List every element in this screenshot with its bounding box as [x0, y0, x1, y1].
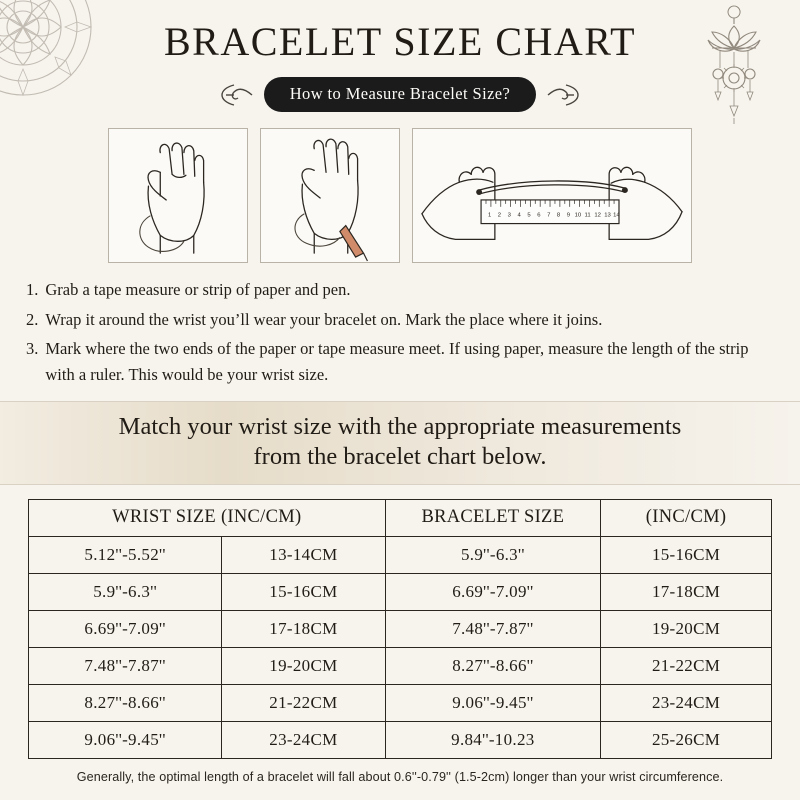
cell-bracelet-cm: 15-16CM: [601, 537, 772, 574]
table-header-row: [29, 500, 772, 537]
cell-bracelet-inches: 9.06''-9.45'': [385, 685, 600, 722]
subtitle-pill: How to Measure Bracelet Size?: [264, 77, 537, 112]
cell-wrist-cm: 23-24CM: [222, 722, 385, 759]
illustration-row: [0, 128, 800, 263]
cell-wrist-cm: 13-14CM: [222, 537, 385, 574]
hand-paper-pen-drawing: [261, 129, 399, 262]
hand-tape-drawing: [109, 129, 247, 262]
step-number: 1.: [26, 280, 39, 299]
cell-bracelet-inches: 9.84''-10.23: [385, 722, 600, 759]
size-table: [28, 499, 772, 759]
cell-bracelet-cm: 17-18CM: [601, 574, 772, 611]
svg-text:10: 10: [574, 212, 582, 219]
table-row: [29, 722, 772, 759]
table-row: [29, 685, 772, 722]
list-item: [26, 336, 774, 387]
left-flourish-icon: [220, 82, 254, 108]
svg-text:14: 14: [613, 212, 620, 219]
svg-text:11: 11: [584, 212, 591, 219]
illustration-measuring-with-ruler: [412, 128, 692, 263]
right-flourish-icon: [546, 82, 580, 108]
step-number: 3.: [26, 339, 39, 359]
cell-wrist-inches: 7.48''-7.87'': [29, 648, 222, 685]
header-bracelet-size: BRACELET SIZE: [385, 500, 600, 537]
table-row: [29, 611, 772, 648]
hands-ruler-drawing: [413, 129, 691, 262]
header-bracelet-unit: (INC/CM): [601, 500, 772, 537]
cell-bracelet-cm: 25-26CM: [601, 722, 772, 759]
cell-wrist-cm: 19-20CM: [222, 648, 385, 685]
cell-wrist-cm: 21-22CM: [222, 685, 385, 722]
header-wrist-size: WRIST SIZE (INC/CM): [29, 500, 386, 537]
cell-wrist-inches: 6.69''-7.09'': [29, 611, 222, 648]
steps-list: [26, 277, 774, 387]
subtitle-row: [0, 77, 800, 112]
svg-text:2: 2: [497, 212, 502, 219]
cell-wrist-inches: 8.27''-8.66'': [29, 685, 222, 722]
svg-text:1: 1: [487, 212, 492, 219]
svg-text:9: 9: [566, 212, 571, 219]
step-text: Mark where the two ends of the paper or tape measure meet. If using paper, measure the length of the strip with a ruler. This would be your wrist size.: [45, 339, 749, 384]
table-row: [29, 537, 772, 574]
cell-bracelet-inches: 7.48''-7.87'': [385, 611, 600, 648]
cell-wrist-inches: 9.06''-9.45'': [29, 722, 222, 759]
list-item: [26, 307, 774, 333]
list-item: [26, 277, 774, 303]
cell-bracelet-inches: 5.9''-6.3'': [385, 537, 600, 574]
table-row: [29, 574, 772, 611]
cell-bracelet-cm: 23-24CM: [601, 685, 772, 722]
step-text: Wrap it around the wrist you’ll wear your bracelet on. Mark the place where it joins.: [45, 309, 603, 329]
svg-text:8: 8: [556, 212, 561, 219]
illustration-hand-with-tape-measure: [108, 128, 248, 263]
table-row: [29, 648, 772, 685]
svg-text:12: 12: [594, 212, 601, 219]
cell-wrist-cm: 17-18CM: [222, 611, 385, 648]
size-table-wrapper: [28, 499, 772, 759]
svg-text:5: 5: [527, 212, 531, 219]
svg-text:7: 7: [547, 212, 551, 219]
svg-text:13: 13: [604, 212, 611, 219]
cell-bracelet-inches: 8.27''-8.66'': [385, 648, 600, 685]
cell-wrist-inches: 5.9''-6.3'': [29, 574, 222, 611]
cell-bracelet-inches: 6.69''-7.09'': [385, 574, 600, 611]
cell-wrist-inches: 5.12''-5.52'': [29, 537, 222, 574]
cell-wrist-cm: 15-16CM: [222, 574, 385, 611]
step-text: Grab a tape measure or strip of paper and pen.: [45, 280, 351, 299]
page-title: BRACELET SIZE CHART: [163, 19, 637, 64]
cell-bracelet-cm: 19-20CM: [601, 611, 772, 648]
footnote-text: Generally, the optimal length of a bracelet will fall about 0.6''-0.79'' (1.5-2cm) longer than your wrist circumference.: [76, 770, 724, 784]
svg-text:3: 3: [507, 212, 511, 219]
match-size-banner: [0, 401, 800, 485]
step-number: 2.: [26, 309, 39, 329]
banner-line-1: Match your wrist size with the appropriate measurements: [118, 413, 682, 441]
svg-text:4: 4: [517, 212, 521, 219]
illustration-hand-with-paper-strip: [260, 128, 400, 263]
banner-line-2: from the bracelet chart below.: [253, 443, 547, 471]
svg-text:6: 6: [537, 212, 541, 219]
cell-bracelet-cm: 21-22CM: [601, 648, 772, 685]
